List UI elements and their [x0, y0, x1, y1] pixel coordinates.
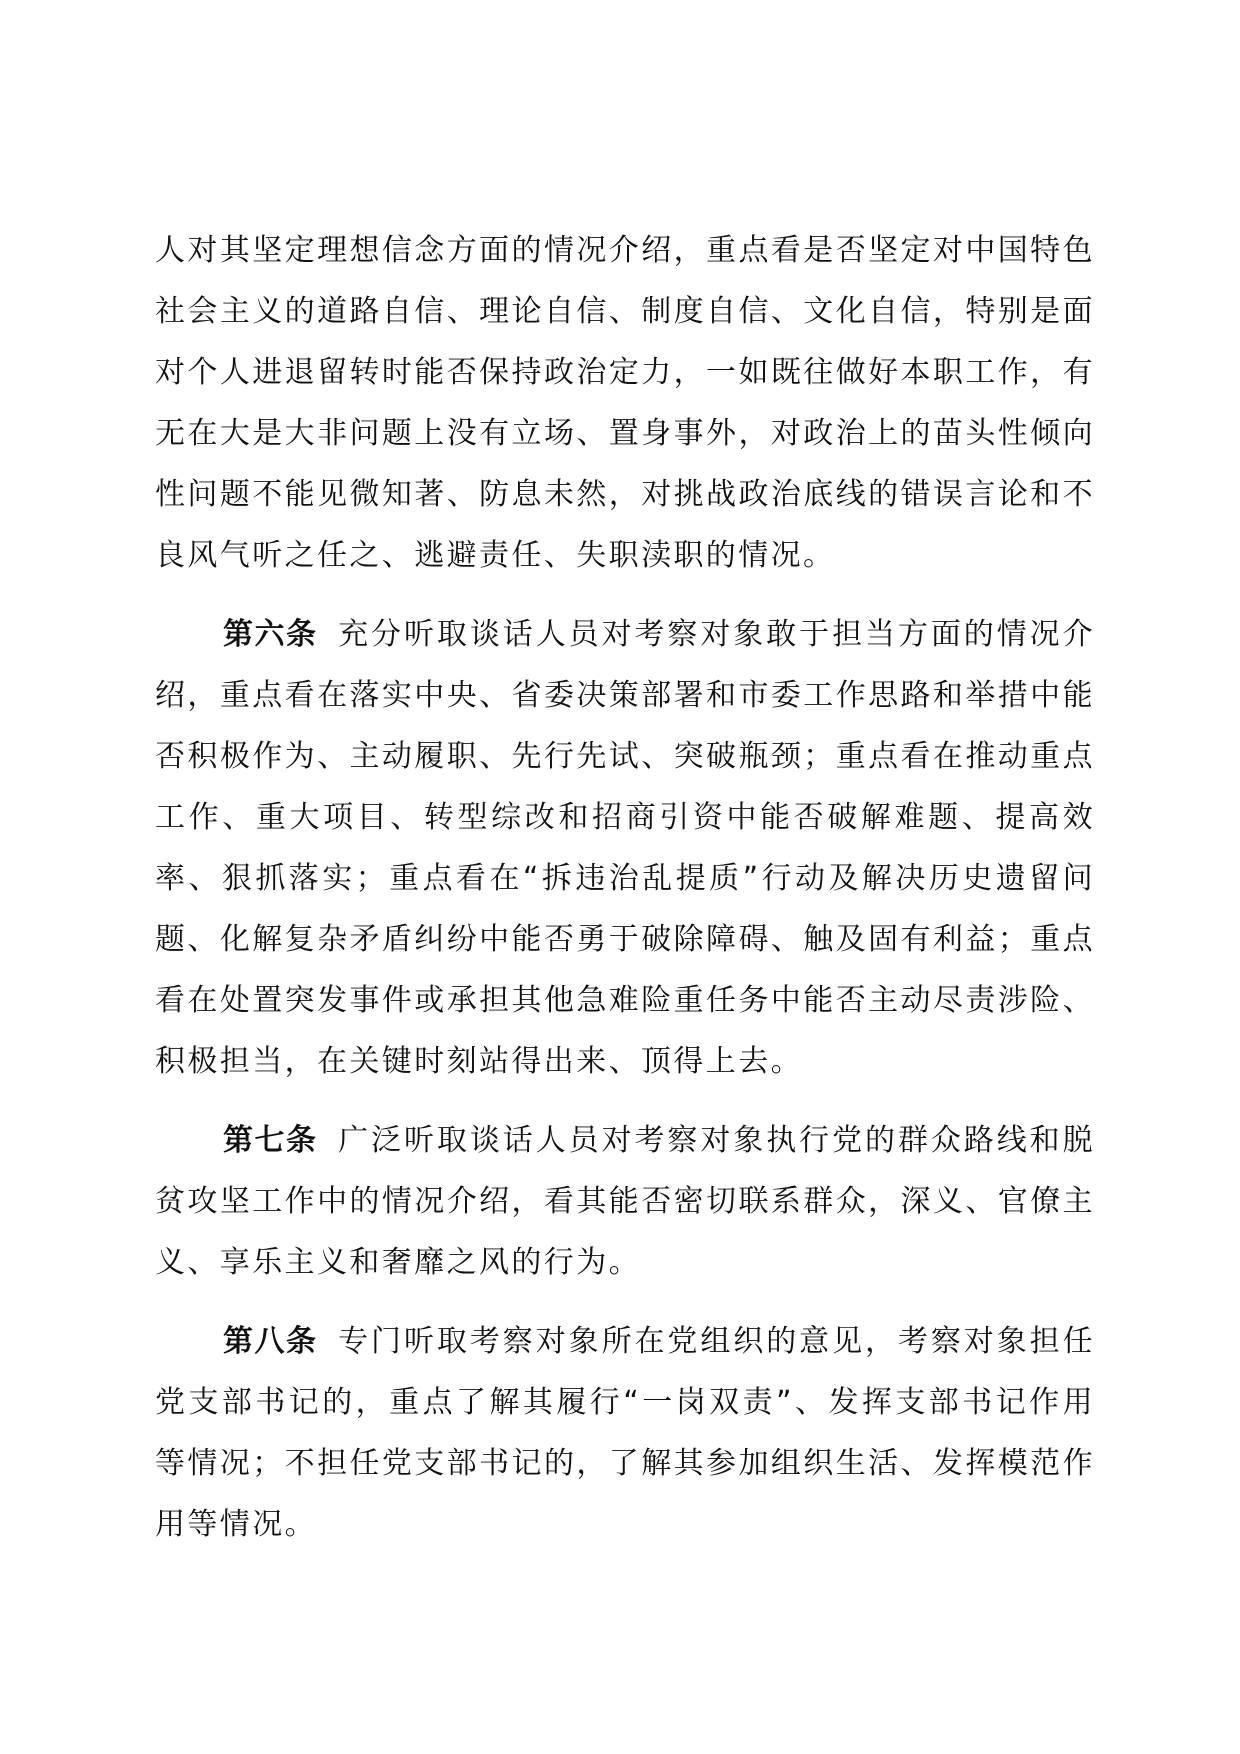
article-7-paragraph	[155, 1110, 1095, 1293]
paragraph-text: 专门听取考察对象所在党组织的意见，考察对象担任党支部书记的，重点了解其履行“一岗双责”、发挥支部书记作用等情况；不担任党支部书记的，了解其参加组织生活、发挥模范作用等情况。	[155, 1324, 1095, 1542]
article-8-paragraph	[155, 1311, 1095, 1555]
paragraph-continuation	[155, 220, 1095, 586]
paragraph-text: 人对其坚定理想信念方面的情况介绍，重点看是否坚定对中国特色社会主义的道路自信、理论自信、制度自信、文化自信，特别是面对个人进退留转时能否保持政治定力，一如既往做好本职工作，有无在大是大非问题上没有立场、置身事外，对政治上的苗头性倾向性问题不能见微知著、防息未然，对挑战政治底线的错误言论和不良风气听之任之、逃避责任、失职渎职的情况。	[155, 233, 1095, 573]
paragraph-text: 充分听取谈话人员对考察对象敢于担当方面的情况介绍，重点看在落实中央、省委决策部署和市委工作思路和举措中能否积极作为、主动履职、先行先试、突破瓶颈；重点看在推动重点工作、重大项目、转型综改和招商引资中能否破解难题、提高效率、狠抓落实；重点看在“拆违治乱提质”行动及解决历史遗留问题、化解复杂矛盾纠纷中能否勇于破除障碍、触及固有利益；重点看在处置突发事件或承担其他急难险重任务中能否主动尽责涉险、积极担当，在关键时刻站得出来、顶得上去。	[155, 617, 1095, 1079]
article-number: 第七条	[223, 1123, 318, 1158]
article-6-paragraph	[155, 604, 1095, 1092]
article-number: 第六条	[223, 617, 318, 652]
document-body	[155, 220, 1095, 1555]
paragraph-text: 广泛听取谈话人员对考察对象执行党的群众路线和脱贫攻坚工作中的情况介绍，看其能否密切联系群众，深义、官僚主义、享乐主义和奢靡之风的行为。	[155, 1123, 1095, 1280]
article-number: 第八条	[223, 1324, 318, 1359]
